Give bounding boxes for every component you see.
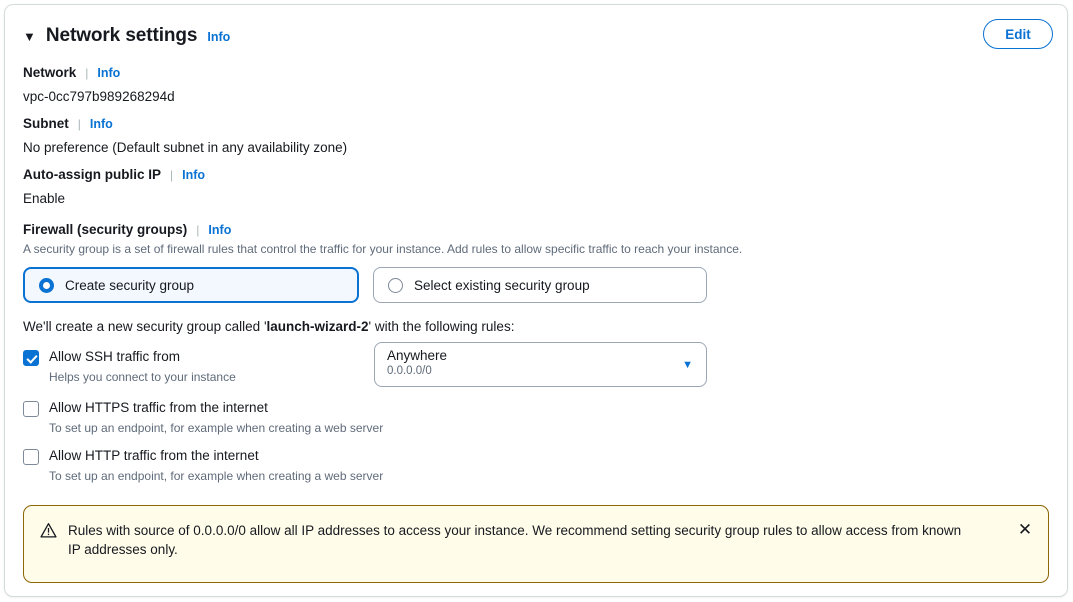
ssh-source-select-value: Anywhere xyxy=(387,348,448,363)
radio-selected-icon xyxy=(39,278,54,293)
field-subnet xyxy=(23,116,1049,155)
field-auto-assign-public-ip-info-link[interactable]: Info xyxy=(182,167,206,182)
radio-create-security-group-label: Create security group xyxy=(65,277,195,293)
field-subnet-label: Subnet xyxy=(23,116,69,131)
divider: | xyxy=(196,222,200,237)
radio-select-existing-security-group-label: Select existing security group xyxy=(414,277,590,293)
ssh-source-select-subvalue: 0.0.0.0/0 xyxy=(387,365,432,377)
security-group-name: launch-wizard-2 xyxy=(266,319,369,334)
warning-alert-text: Rules with source of 0.0.0.0/0 allow all IP addresses to access your instance. We recommend setting security group rules to allow access from known IP addresses only. xyxy=(68,523,962,557)
divider: | xyxy=(170,167,174,182)
firewall-description: A security group is a set of firewall rules that control the traffic for your instance. Add rules to allow specific traffic to reach your instance. xyxy=(23,242,743,256)
radio-select-existing-security-group[interactable] xyxy=(373,267,707,303)
collapse-caret-icon[interactable]: ▼ xyxy=(23,28,36,44)
section-info-link[interactable]: Info xyxy=(207,30,231,44)
field-subnet-info-link[interactable]: Info xyxy=(89,116,113,131)
field-network-label: Network xyxy=(23,65,77,80)
warning-icon xyxy=(40,522,57,544)
checkbox-allow-ssh[interactable] xyxy=(23,350,39,366)
network-settings-panel xyxy=(4,4,1068,597)
radio-unselected-icon xyxy=(388,278,403,293)
rules-intro-suffix: ' with the following rules: xyxy=(368,319,515,334)
radio-create-security-group[interactable] xyxy=(23,267,359,303)
section-header xyxy=(23,19,1049,53)
field-subnet-value: No preference (Default subnet in any availability zone) xyxy=(23,140,348,155)
field-auto-assign-public-ip xyxy=(23,167,1049,206)
field-auto-assign-public-ip-label: Auto-assign public IP xyxy=(23,167,162,182)
rule-https xyxy=(23,400,1049,435)
field-auto-assign-public-ip-value: Enable xyxy=(23,191,66,206)
edit-button[interactable]: Edit xyxy=(983,19,1053,49)
warning-alert xyxy=(23,505,1049,583)
checkbox-allow-https[interactable] xyxy=(23,401,39,417)
rule-http xyxy=(23,448,1049,483)
field-network xyxy=(23,65,1049,104)
close-icon[interactable]: ✕ xyxy=(1017,520,1033,539)
field-firewall-label: Firewall (security groups) xyxy=(23,222,188,237)
ssh-source-select[interactable] xyxy=(374,342,707,387)
rule-ssh-label: Allow SSH traffic from xyxy=(49,349,181,364)
field-firewall xyxy=(23,222,1049,483)
rule-http-label: Allow HTTP traffic from the internet xyxy=(49,448,259,463)
checkbox-allow-http[interactable] xyxy=(23,449,39,465)
rule-http-description: To set up an endpoint, for example when creating a web server xyxy=(49,469,384,483)
field-network-info-link[interactable]: Info xyxy=(97,65,121,80)
divider: | xyxy=(77,116,81,131)
field-network-value: vpc-0cc797b989268294d xyxy=(23,89,175,104)
rule-ssh-description: Helps you connect to your instance xyxy=(49,370,236,384)
field-firewall-info-link[interactable]: Info xyxy=(208,222,232,237)
divider: | xyxy=(85,65,89,80)
rule-https-description: To set up an endpoint, for example when creating a web server xyxy=(49,421,384,435)
rules-intro-prefix: We'll create a new security group called ' xyxy=(23,319,267,334)
page-title: Network settings xyxy=(45,25,198,46)
rule-https-label: Allow HTTPS traffic from the internet xyxy=(49,400,268,415)
firewall-option-group xyxy=(23,267,1049,303)
rules-intro xyxy=(23,319,1049,334)
chevron-down-icon: ▼ xyxy=(682,359,693,371)
rule-ssh xyxy=(23,349,1049,384)
